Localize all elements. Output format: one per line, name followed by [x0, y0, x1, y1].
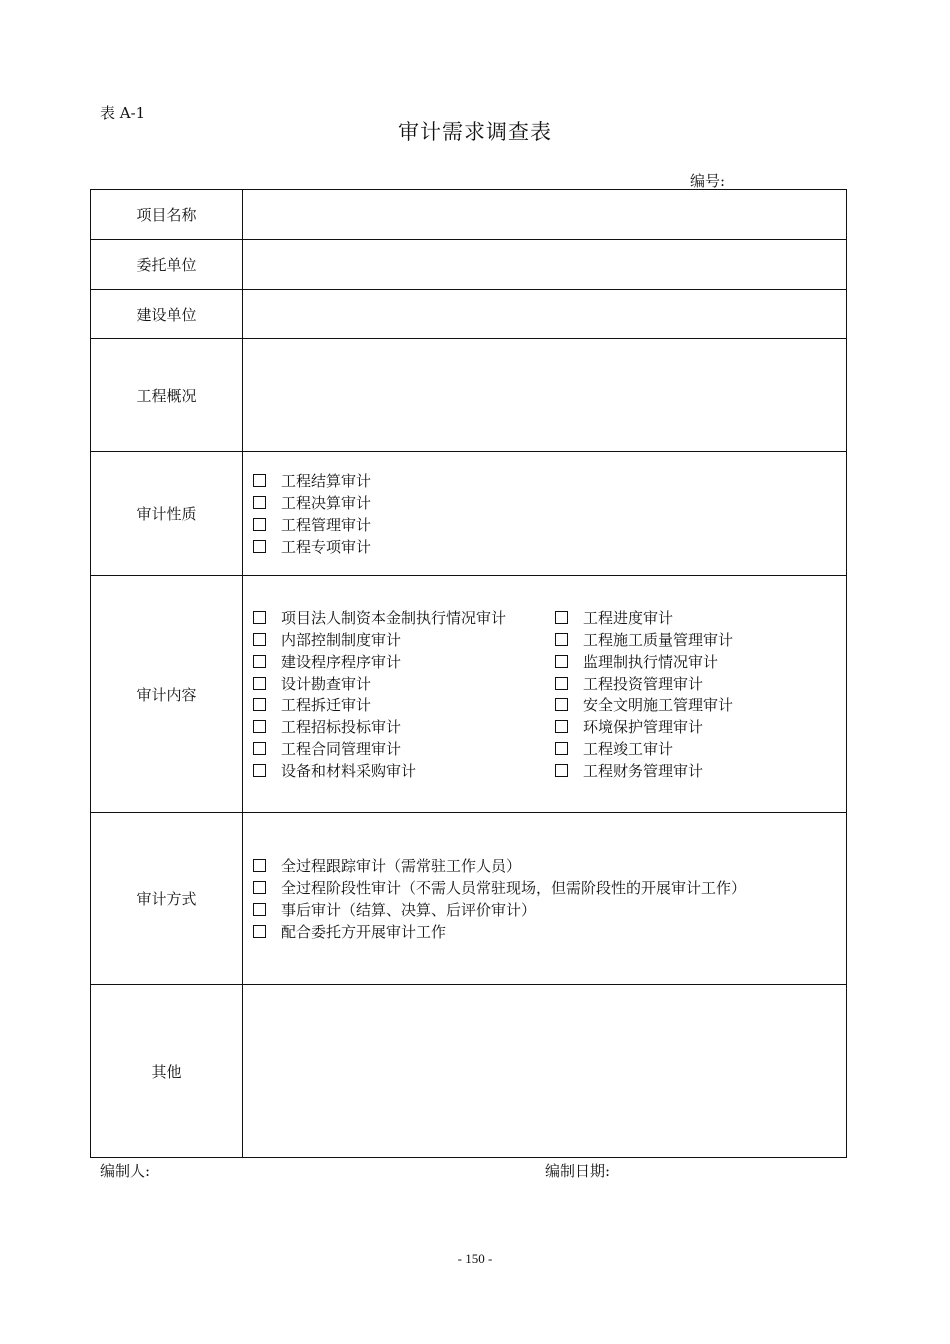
- option-label: 设备和材料采购审计: [281, 761, 417, 780]
- option-label: 内部控制制度审计: [281, 631, 402, 649]
- option-label: 工程管理审计: [281, 515, 372, 534]
- audit-content-option[interactable]: [253, 738, 555, 760]
- project-overview-label: 工程概况: [91, 339, 243, 452]
- audit-content-option[interactable]: [555, 650, 733, 672]
- audit-content-option[interactable]: [555, 607, 733, 629]
- checkbox-icon[interactable]: [253, 611, 266, 624]
- project-overview-field[interactable]: [243, 339, 847, 452]
- option-label: 建设程序程序审计: [281, 652, 402, 671]
- audit-method-options: [243, 813, 847, 985]
- audit-nature-label: 审计性质: [91, 452, 243, 576]
- checkbox-icon[interactable]: [253, 655, 266, 668]
- document-title: 审计需求调查表: [398, 120, 552, 144]
- option-label: 监理制执行情况审计: [583, 652, 719, 671]
- audit-method-label: 审计方式: [91, 813, 243, 985]
- checkbox-icon[interactable]: [253, 859, 266, 872]
- option-label: 项目法人制资本金制执行情况审计: [281, 609, 507, 628]
- audit-content-options: [243, 576, 847, 813]
- checkbox-icon[interactable]: [253, 698, 266, 711]
- audit-method-option[interactable]: [253, 855, 846, 877]
- audit-nature-option[interactable]: [253, 470, 846, 492]
- option-label: 工程拆迁审计: [281, 696, 372, 715]
- checkbox-icon[interactable]: [253, 742, 266, 755]
- audit-nature-options: [243, 452, 847, 576]
- audit-content-left-column: [253, 607, 555, 781]
- option-label: 工程施工质量管理审计: [583, 631, 734, 649]
- editor-label: 编制人:: [100, 1162, 151, 1180]
- checkbox-icon[interactable]: [253, 518, 266, 531]
- project-name-label: 项目名称: [91, 190, 243, 240]
- checkbox-icon[interactable]: [555, 677, 568, 690]
- audit-method-option[interactable]: [253, 877, 846, 899]
- option-label: 配合委托方开展审计工作: [281, 922, 447, 941]
- option-label: 设计勘查审计: [281, 674, 372, 693]
- audit-content-option[interactable]: [555, 738, 733, 760]
- date-label: 编制日期:: [545, 1162, 611, 1180]
- option-label: 工程竣工审计: [583, 739, 674, 758]
- row-construction-unit: [91, 290, 847, 339]
- option-label: 工程决算审计: [281, 494, 372, 513]
- checkbox-icon[interactable]: [555, 764, 568, 777]
- audit-content-option[interactable]: [555, 716, 733, 738]
- checkbox-icon[interactable]: [253, 496, 266, 509]
- checkbox-icon[interactable]: [253, 474, 266, 487]
- option-label: 工程投资管理审计: [583, 674, 704, 693]
- row-project-overview: [91, 339, 847, 452]
- row-audit-method: [91, 813, 847, 985]
- row-client-unit: [91, 240, 847, 290]
- checkbox-icon[interactable]: [555, 655, 568, 668]
- audit-content-option[interactable]: [253, 650, 555, 672]
- row-audit-content: [91, 576, 847, 813]
- option-label: 环境保护管理审计: [583, 718, 704, 737]
- option-label: 事后审计（结算、决算、后评价审计）: [281, 900, 537, 919]
- option-label: 安全文明施工管理审计: [583, 696, 734, 715]
- construction-unit-field[interactable]: [243, 290, 847, 339]
- checkbox-icon[interactable]: [253, 881, 266, 894]
- checkbox-icon[interactable]: [555, 698, 568, 711]
- audit-content-option[interactable]: [253, 759, 555, 781]
- page-number: - 150 -: [457, 1251, 493, 1266]
- checkbox-icon[interactable]: [253, 633, 266, 646]
- option-label: 工程专项审计: [281, 537, 372, 556]
- checkbox-icon[interactable]: [253, 925, 266, 938]
- form-code: 表 A-1: [100, 104, 146, 122]
- audit-content-option[interactable]: [253, 672, 555, 694]
- row-audit-nature: [91, 452, 847, 576]
- checkbox-icon[interactable]: [555, 742, 568, 755]
- checkbox-icon[interactable]: [555, 611, 568, 624]
- other-field[interactable]: [243, 985, 847, 1158]
- audit-nature-option[interactable]: [253, 535, 846, 557]
- serial-number-label: 编号:: [690, 172, 726, 190]
- audit-content-label: 审计内容: [91, 576, 243, 813]
- option-label: 工程招标投标审计: [281, 718, 402, 737]
- audit-method-option[interactable]: [253, 920, 846, 942]
- audit-content-option[interactable]: [253, 716, 555, 738]
- audit-content-option[interactable]: [555, 629, 733, 651]
- audit-content-option[interactable]: [253, 629, 555, 651]
- audit-content-option[interactable]: [555, 759, 733, 781]
- option-label: 工程结算审计: [281, 472, 372, 491]
- client-unit-label: 委托单位: [91, 240, 243, 290]
- checkbox-icon[interactable]: [253, 540, 266, 553]
- audit-survey-table: [90, 189, 847, 1158]
- audit-content-right-column: [555, 607, 733, 781]
- option-label: 工程合同管理审计: [281, 739, 402, 758]
- audit-content-option[interactable]: [253, 694, 555, 716]
- checkbox-icon[interactable]: [555, 720, 568, 733]
- option-label: 全过程跟踪审计（需常驻工作人员）: [281, 857, 522, 876]
- project-name-field[interactable]: [243, 190, 847, 240]
- checkbox-icon[interactable]: [253, 764, 266, 777]
- client-unit-field[interactable]: [243, 240, 847, 290]
- row-other: [91, 985, 847, 1158]
- checkbox-icon[interactable]: [253, 720, 266, 733]
- construction-unit-label: 建设单位: [91, 290, 243, 339]
- checkbox-icon[interactable]: [253, 677, 266, 690]
- row-project-name: [91, 190, 847, 240]
- option-label: 工程进度审计: [583, 609, 674, 628]
- checkbox-icon[interactable]: [253, 903, 266, 916]
- audit-content-option[interactable]: [253, 607, 555, 629]
- other-label: 其他: [91, 985, 243, 1158]
- audit-content-option[interactable]: [555, 672, 733, 694]
- audit-nature-option[interactable]: [253, 514, 846, 536]
- option-label: 工程财务管理审计: [583, 761, 704, 780]
- audit-nature-option[interactable]: [253, 492, 846, 514]
- audit-content-option[interactable]: [555, 694, 733, 716]
- checkbox-icon[interactable]: [555, 633, 568, 646]
- audit-method-option[interactable]: [253, 899, 846, 921]
- option-label: 全过程阶段性审计（不需人员常驻现场，但需阶段性的开展审计工作）: [281, 879, 747, 898]
